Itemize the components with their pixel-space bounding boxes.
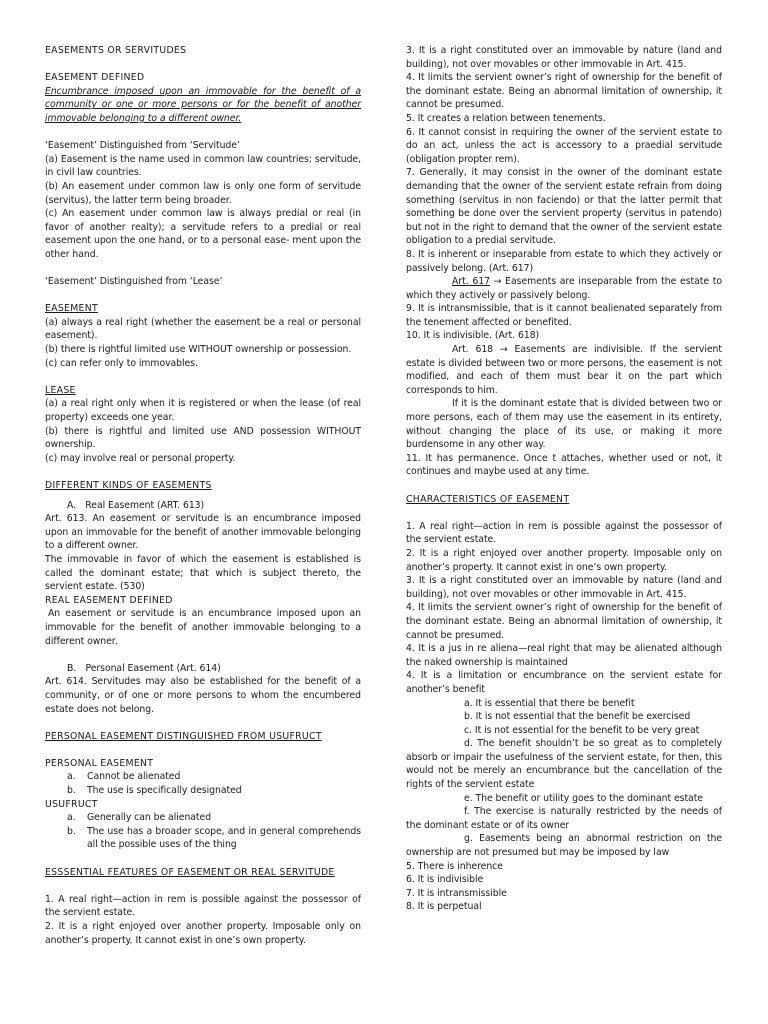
article-617 [406,275,722,302]
article-618-continued: If it is the dominant estate that is divided between two or more persons, each of them may use the easement in its entirety, without changing the place of its use, or making it more burdensome in any other way. [406,398,722,451]
list-item: a. Generally can be alienated [67,812,212,824]
paragraph: The immovable in favor of which the easement is established is called the dominant estate; that which is subject thereto, the servient estate. (530) [45,553,361,593]
easement-definition: Encumbrance imposed upon an immovable for the benefit of a community or one or more persons or for the benefit of another immovable belonging to a different owner. [45,85,361,124]
paragraph: (c) may involve real or personal property. [45,452,236,464]
paragraph: (a) always a real right (whether the easement be a real or personal easement). [45,316,361,342]
section-heading-easement-defined: EASEMENT DEFINED [45,72,145,84]
paragraph: 7. Generally, it may consist in the owner of the dominant estate demanding that the owner of the servient estate refrain from doing something (servitus in non faciendo) or that the latter permit that something be done over the servient property (servitus in patendo) but not in the right to demand that the owner of the servient estate obligation to a predial servitude. [406,167,722,247]
paragraph: 7. It is intransmissible [406,887,507,899]
paragraph: 1. A real right—action in rem is possible against the possessor of the servient estate. [406,520,722,546]
list-item: b. The use is specifically designated [67,785,242,797]
list-item: a. Cannot be alienated [67,771,181,783]
list-item: d. The benefit shouldn’t be so great as to completely absorb or impair the usefulness of the servient estate, for then, this would not be merely an encumbrance but the cancellation of the rights of the servient estate [406,738,722,791]
subheading-personal-easement-list: PERSONAL EASEMENT [45,757,154,769]
paragraph: 3. It is a right constituted over an immovable by nature (land and building), not over movables or other immovable in Art. 415. [406,45,722,70]
list-item: g. Easements being an abnormal restriction on the ownership are not presumed but may be imposed by law [406,833,722,859]
paragraph: 6. It cannot consist in requiring the owner of the servient estate to do an act, unless the act is accessory to a praedial servitude (obligation propter rem). [406,126,722,165]
section-heading-easement: EASEMENT [45,303,98,315]
paragraph: 8. It is inherent or inseparable from estate to which they actively or passively belong. (Art. 617) [406,248,722,274]
paragraph: (c) An easement under common law is always predial or real (in favor of another realty); a servitude refers to a predial or real easement upon the one hand, or to a personal ease- ment upon the other hand. [45,208,361,260]
paragraph: (b) there is rightful and limited use AND possession WITHOUT ownership. [45,425,361,451]
subheading-usufruct: USUFRUCT [45,798,98,810]
left-column [45,44,361,947]
list-item: e. The benefit or utility goes to the dominant estate [464,792,703,804]
section-heading-kinds: DIFFERENT KINDS OF EASEMENTS [45,480,212,491]
paragraph: An easement or servitude is an encumbrance imposed upon an immovable for the benefit of another immovable belonging to a different owner. [45,608,361,647]
subheading-real-easement: A. Real Easement (ART. 613) [67,499,205,511]
paragraph: 2. It is a right enjoyed over another property. Imposable only on another’s property. It cannot exist in one’s own property. [406,547,722,573]
paragraph: Art. 613. An easement or servitude is an encumbrance imposed upon an immovable for the benefit of another immovable belonging to a different owner. [45,513,361,552]
paragraph: 5. It creates a relation between tenements. [406,112,606,124]
list-item: a. It is essential that there be benefit [464,697,635,709]
section-heading-characteristics: CHARACTERISTICS OF EASEMENT [406,493,570,505]
paragraph: 4. It is a jus in re aliena—real right that may be alienated although the naked ownership is maintained [406,643,722,668]
paragraph: 8. It is perpetual [406,901,482,913]
paragraph: 10. It is indivisible. (Art. 618) [406,330,540,342]
list-item: b. The use has a broader scope, and in general comprehends all the possible uses of the thing [67,825,361,851]
paragraph: (a) Easement is the name used in common law countries; servitude, in civil law countries. [45,153,361,179]
paragraph: 9. It is intransmissible, that is it cannot bealienated separately from the tenement affected or benefited. [406,303,722,328]
paragraph: (c) can refer only to immovables. [45,357,198,369]
article-618: Art. 618 → Easements are indivisible. If the servient estate is divided between two or more persons, the easement is not modified, and each of them must bear it on the part which corresponds to him. [406,344,722,396]
list-item: c. It is not essential for the benefit to be very great [464,724,700,736]
subheading-easement-vs-servitude: ‘Easement’ Distinguished from ‘Servitude’ [45,140,240,152]
article-617-text: → Easements are inseparable from the estate to which they actively or passively belong. [406,276,722,301]
paragraph: 1. A real right—action in rem is possible against the possessor of the servient estate. [45,893,361,919]
section-heading-essential-features: ESSSENTIAL FEATURES OF EASEMENT OR REAL SERVITUDE [45,866,335,878]
paragraph: 5. There is inherence [406,860,503,872]
paragraph: (b) there is rightful limited use WITHOUT ownership or possession. [45,344,352,356]
paragraph: Art. 614. Servitudes may also be established for the benefit of a community, or of one or more persons to whom the encumbered estate does not belong. [45,676,361,715]
paragraph: (b) An easement under common law is only one form of servitude (servitus), the latter term being broader. [45,180,361,206]
document-title: EASEMENTS OR SERVITUDES [45,45,187,56]
article-617-label: Art. 617 [452,276,490,288]
list-item: f. The exercise is naturally restricted by the needs of the dominant estate or of its owner [406,806,722,831]
subheading-personal-easement: B. Personal Easement (Art. 614) [67,662,221,674]
paragraph: 4. It limits the servient owner’s right of ownership for the benefit of the dominant estate. Being an abnormal limitation of ownership, it cannot be presumed. [406,602,722,641]
paragraph: (a) a real right only when it is registered or when the lease (of real property) exceeds one year. [45,398,361,424]
subheading-real-easement-defined: REAL EASEMENT DEFINED [45,594,173,606]
subheading-easement-vs-lease: ‘Easement’ Distinguished from ‘Lease’ [45,276,223,288]
section-heading-lease: LEASE [45,384,76,396]
list-item: b. It is not essential that the benefit be exercised [464,711,691,723]
paragraph: 3. It is a right constituted over an immovable by nature (land and building), not over movables or other immovable in Art. 415. [406,575,722,600]
personal-easement-list [45,770,361,797]
paragraph: 2. It is a right enjoyed over another property. Imposable only on another’s property. It cannot exist in one’s own property. [45,921,361,946]
paragraph: 6. It is indivisible [406,874,484,886]
section-heading-personal-vs-usufruct: PERSONAL EASEMENT DISTINGUISHED FROM USUFRUCT [45,730,322,742]
paragraph: 4. It is a limitation or encumbrance on the servient estate for another’s benefit [406,670,722,695]
right-column [406,44,722,914]
usufruct-list [45,811,361,852]
paragraph: 11. It has permanence. Once t attaches, whether used or not, it continues and maybe used at any time. [406,452,722,478]
paragraph: 4. It limits the servient owner’s right of ownership for the benefit of the dominant estate. Being an abnormal limitation of ownership, it cannot be presumed. [406,72,722,111]
